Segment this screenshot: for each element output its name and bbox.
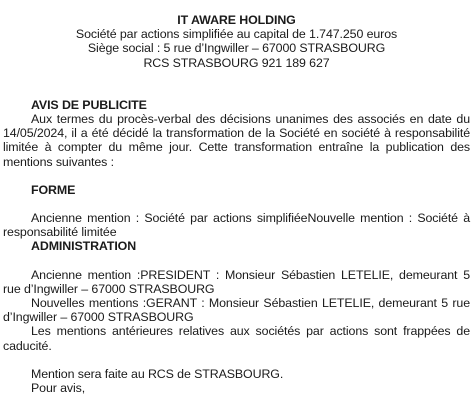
administration-title: ADMINISTRATION bbox=[31, 239, 137, 254]
administration-nouvelles: Nouvelles mentions :GERANT : Monsieur Sébastien LETELIE, demeurant 5 rue d’Ingwiller – 67000 STRASBOURG bbox=[3, 296, 470, 325]
administration-anterieures: Les mentions antérieures relatives aux sociétés par actions sont frappées de caducité. bbox=[3, 324, 470, 353]
company-siege: Siège social : 5 rue d’Ingwiller – 67000 STRASBOURG bbox=[87, 41, 386, 56]
pour-avis: Pour avis, bbox=[31, 381, 86, 396]
forme-body: Ancienne mention : Société par actions simplifiéeNouvelle mention : Société à responsabilité limitée bbox=[3, 211, 470, 240]
mention-rcs: Mention sera faite au RCS de STRASBOURG. bbox=[31, 366, 284, 381]
avis-body: Aux termes du procès-verbal des décisions unanimes des associés en date du 14/05/2024, il a été décidé la transformation de la Société en société à responsabilité limitée à compter du même jour. Cette transformation entraîne la publication des mentions suivantes : bbox=[3, 112, 470, 169]
company-name: IT AWARE HOLDING bbox=[177, 13, 296, 27]
forme-title: FORME bbox=[31, 182, 76, 197]
notice-header bbox=[3, 13, 470, 70]
company-capital: Société par actions simplifiée au capital de 1.747.250 euros bbox=[75, 27, 398, 42]
company-rcs: RCS STRASBOURG 921 189 627 bbox=[143, 55, 330, 70]
avis-title: AVIS DE PUBLICITE bbox=[31, 97, 147, 112]
administration-ancienne: Ancienne mention :PRESIDENT : Monsieur Sébastien LETELIE, demeurant 5 rue d’Ingwiller – 67000 STRASBOURG bbox=[3, 267, 470, 296]
